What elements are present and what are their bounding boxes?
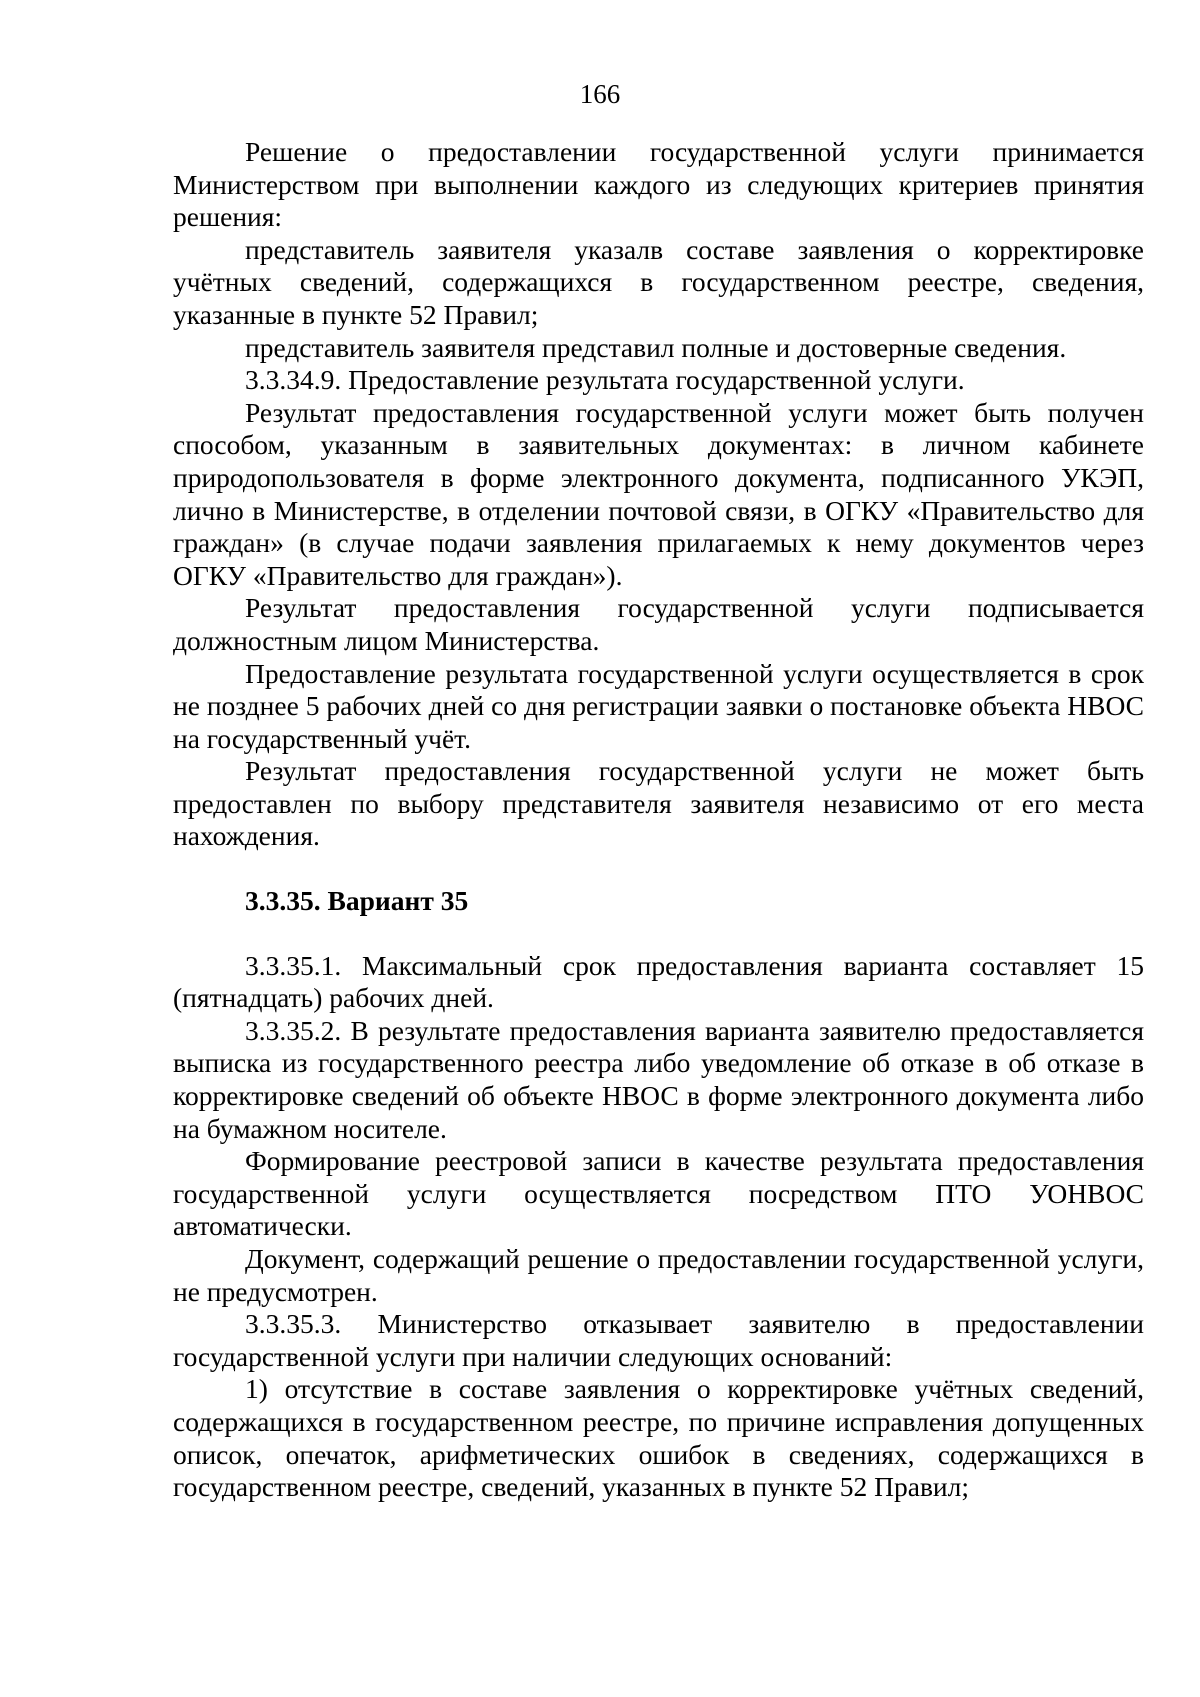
- paragraph: представитель заявителя представил полные и достоверные сведения.: [245, 331, 1067, 363]
- page-number: 166: [579, 79, 621, 109]
- paragraph: 3.3.35.2. В результате предоставления варианта заявителю предоставляется выписка из государственного реестра либо уведомление об отказе в об отказе в корректировке сведений об объекте НВОС в форме электронного документа либо на бумажном носителе.: [173, 1014, 1144, 1144]
- document-body: [173, 136, 1144, 1504]
- paragraph: Предоставление результата государственной услуги осуществляется в срок не позднее 5 рабочих дней со дня регистрации заявки о постановке объекта НВОС на государственный учёт.: [173, 657, 1144, 754]
- paragraph: 3.3.35.1. Максимальный срок предоставления варианта составляет 15 (пятнадцать) рабочих дней.: [173, 949, 1144, 1014]
- paragraph: Формирование реестровой записи в качестве результата предоставления государственной услуги осуществляется посредством ПТО УОНВОС автоматически.: [173, 1145, 1144, 1242]
- paragraph: 1) отсутствие в составе заявления о корректировке учётных сведений, содержащихся в государственном реестре, по причине исправления допущенных описок, опечаток, арифметических ошибок в сведениях, содержащихся в государственном реестре, сведений, указанных в пункте 52 Правил;: [173, 1373, 1144, 1503]
- paragraph: 3.3.35.3. Министерство отказывает заявителю в предоставлении государственной услуги при наличии следующих оснований:: [173, 1308, 1144, 1372]
- paragraph: Результат предоставления государственной услуги может быть получен способом, указанным в заявительных документах: в личном кабинете природопользователя в форме электронного документа, подписанного УКЭП, лично в Министерстве, в отделении почтовой связи, в ОГКУ «Правительство для граждан» (в случае подачи заявления прилагаемых к нему документов через ОГКУ «Правительство для граждан»).: [173, 396, 1144, 591]
- section-heading: 3.3.35. Вариант 35: [245, 885, 469, 917]
- paragraph: Решение о предоставлении государственной услуги принимается Министерством при выполнении каждого из следующих критериев принятия решения:: [173, 136, 1144, 233]
- paragraph: Результат предоставления государственной услуги не может быть предоставлен по выбору представителя заявителя независимо от его места нахождения.: [173, 755, 1144, 852]
- paragraph: 3.3.34.9. Предоставление результата государственной услуги.: [245, 364, 965, 396]
- paragraph: представитель заявителя указалв составе заявления о корректировке учётных сведений, содержащихся в государственном реестре, сведения, указанные в пункте 52 Правил;: [173, 233, 1144, 330]
- paragraph: Документ, содержащий решение о предоставлении государственной услуги, не предусмотрен.: [173, 1243, 1144, 1307]
- paragraph: Результат предоставления государственной услуги подписывается должностным лицом Министерства.: [173, 592, 1144, 656]
